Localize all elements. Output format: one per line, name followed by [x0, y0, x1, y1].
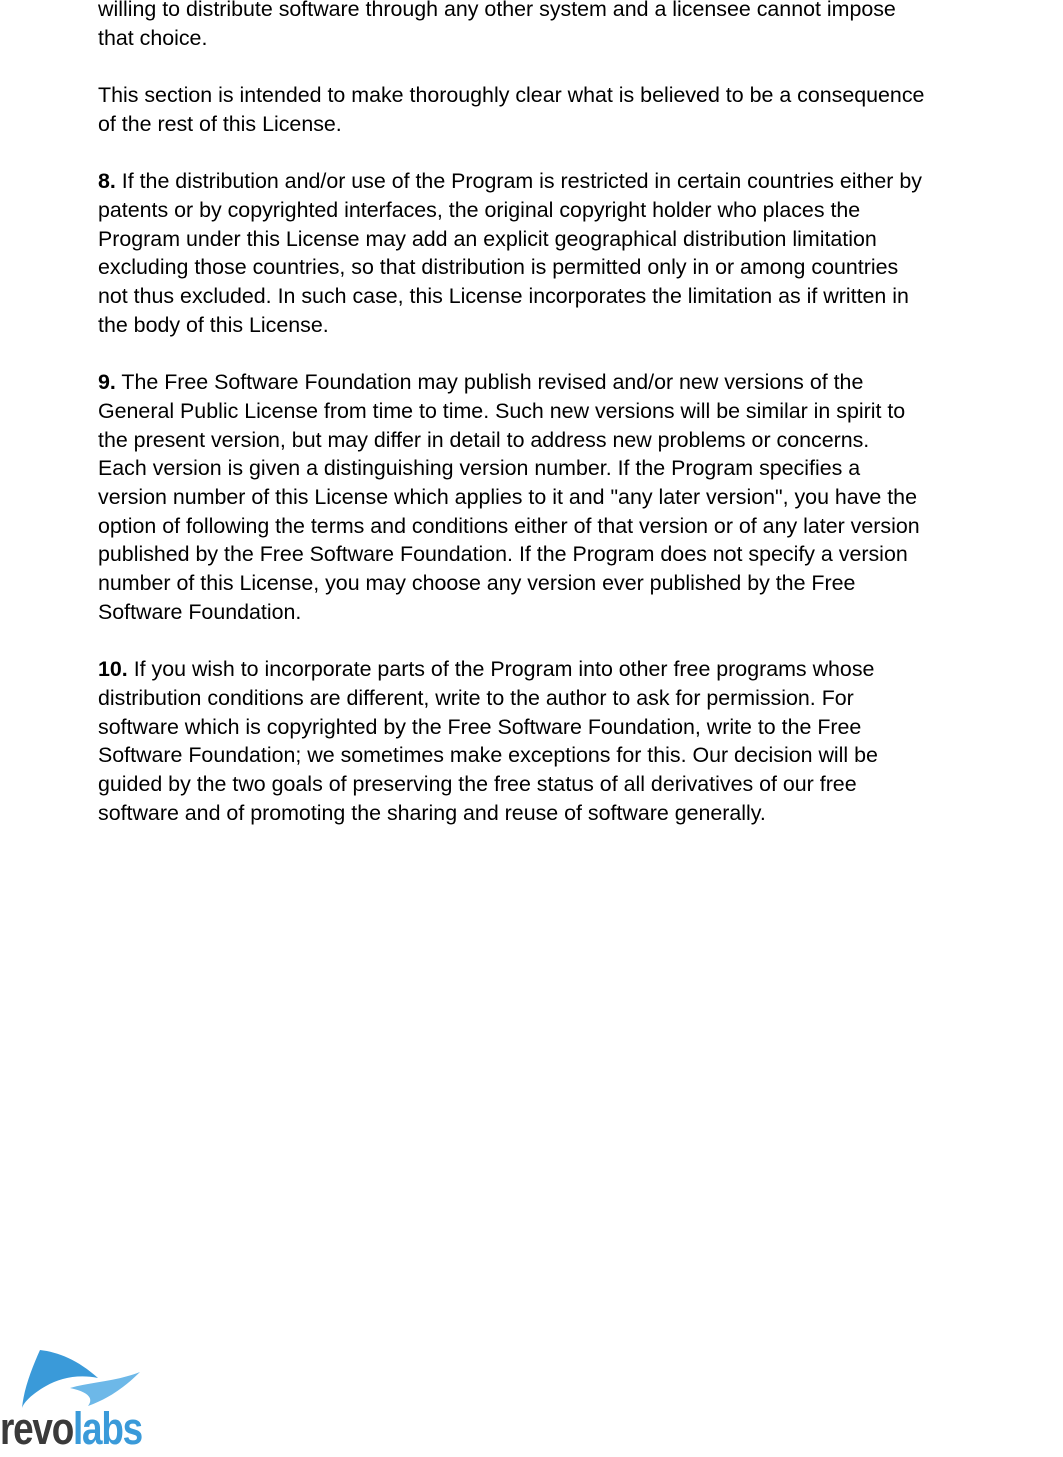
section-9-number: 9. [98, 370, 116, 395]
section-8 [98, 167, 1063, 339]
license-text-body [98, 0, 1063, 856]
logo-word-revo: revo [0, 1403, 74, 1454]
section-9 [98, 368, 1063, 626]
logo-wordmark [0, 1403, 142, 1454]
section-9-text: The Free Software Foundation may publish revised and/or new versions of the General Public License from time to time. Such new versions will be similar in spirit to the present version, but may differ in detail to address new problems or concerns. Each version is given a distinguishing version number. If the Program specifies a version number of this License which applies to it and "any later version", you have the option of following the terms and conditions either of that version or of any later version published by the Free Software Foundation. If the Program does not specify a version number of this License, you may choose any version ever published by the Free Software Foundation. [98, 370, 920, 624]
paragraph-consequence: This section is intended to make thoroughly clear what is believed to be a consequence of the rest of this License. [98, 83, 925, 136]
section-10-number: 10. [98, 657, 128, 682]
paragraph-intro-tail: willing to distribute software through any other system and a licensee cannot impose that choice. [98, 0, 896, 50]
section-10 [98, 655, 1063, 827]
fin-icon [18, 1348, 143, 1410]
logo-word-labs: labs [73, 1403, 142, 1454]
section-10-text: If you wish to incorporate parts of the Program into other free programs whose distribution conditions are different, write to the author to ask for permission. For software which is copyrighted by the Free Software Foundation, write to the Free Software Foundation; we sometimes make exceptions for this. Our decision will be guided by the two goals of preserving the free status of all derivatives of our free software and of promoting the sharing and reuse of software generally. [98, 657, 878, 825]
revolabs-logo [0, 1340, 160, 1457]
section-8-text: If the distribution and/or use of the Program is restricted in certain countries either by patents or by copyrighted interfaces, the original copyright holder who places the Program under this License may add an explicit geographical distribution limitation excluding those countries, so that distribution is permitted only in or among countries not thus excluded. In such case, this License incorporates the limitation as if written in the body of this License. [98, 169, 922, 337]
section-8-number: 8. [98, 169, 116, 194]
